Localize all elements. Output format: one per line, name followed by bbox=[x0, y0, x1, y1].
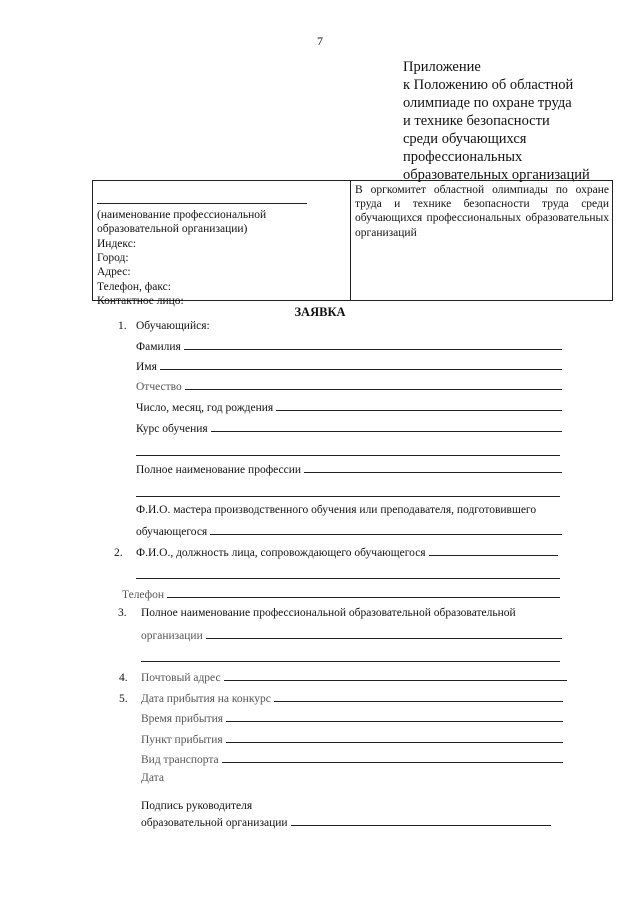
org-name-line[interactable] bbox=[97, 203, 307, 204]
patronymic-row[interactable] bbox=[136, 378, 562, 393]
arrival-time-field[interactable] bbox=[226, 721, 563, 722]
signature-field[interactable] bbox=[291, 825, 551, 826]
signature-row[interactable] bbox=[141, 814, 551, 829]
master-label: Ф.И.О. мастера производственного обучения или преподавателя, подготовившего bbox=[136, 504, 537, 516]
org-fullname-label-cont: организации bbox=[141, 630, 203, 642]
surname-field[interactable] bbox=[184, 349, 562, 350]
recipient-cell: В оргкомитет областной олимпиады по охране труда и технике безопасности труда среди обучающихся профессиональных образовательных организаций bbox=[355, 184, 609, 239]
escort-extra-line[interactable] bbox=[136, 578, 560, 579]
section2-number: 2. bbox=[114, 547, 123, 559]
appendix-line: к Положению об областной bbox=[403, 77, 574, 93]
signature-label-cont: образовательной организации bbox=[141, 817, 288, 829]
org-caption: (наименование профессиональной образовательной организации) bbox=[97, 209, 267, 236]
profession-field[interactable] bbox=[304, 472, 562, 473]
column-divider bbox=[350, 181, 351, 300]
birthdate-row[interactable] bbox=[136, 399, 562, 414]
course-field[interactable] bbox=[211, 431, 562, 432]
surname-label: Фамилия bbox=[136, 341, 181, 353]
section1-number: 1. bbox=[118, 320, 127, 332]
org-fullname-row[interactable] bbox=[141, 627, 562, 642]
arrival-point-field[interactable] bbox=[226, 742, 563, 743]
transport-field[interactable] bbox=[222, 762, 563, 763]
patronymic-label: Отчество bbox=[136, 381, 182, 393]
postal-field[interactable] bbox=[224, 680, 567, 681]
appendix-line: профессиональных bbox=[403, 149, 523, 165]
escort-phone-row[interactable] bbox=[122, 586, 560, 601]
profession-label: Полное наименование профессии bbox=[136, 464, 302, 476]
birthdate-field[interactable] bbox=[276, 410, 562, 411]
field-city: Город: bbox=[97, 252, 129, 265]
arrival-date-label: Дата прибытия на конкурс bbox=[141, 693, 271, 705]
escort-field[interactable] bbox=[429, 555, 558, 556]
patronymic-field[interactable] bbox=[185, 389, 562, 390]
section4-number: 4. bbox=[119, 672, 128, 684]
master-row[interactable] bbox=[136, 523, 562, 538]
name-label: Имя bbox=[136, 361, 157, 373]
appendix-line: олимпиаде по охране труда bbox=[403, 95, 572, 111]
date-label: Дата bbox=[141, 772, 164, 784]
course-extra-line[interactable] bbox=[136, 455, 560, 456]
transport-row[interactable] bbox=[141, 751, 563, 766]
postal-row[interactable] bbox=[119, 669, 567, 684]
form-title: ЗАЯВКА bbox=[294, 305, 346, 319]
escort-phone-label: Телефон bbox=[122, 589, 165, 601]
course-row[interactable] bbox=[136, 420, 562, 435]
section5-number: 5. bbox=[119, 693, 128, 705]
section3-number: 3. bbox=[118, 607, 127, 619]
master-label-cont: обучающегося bbox=[136, 526, 208, 538]
appendix-line: образовательных организаций bbox=[403, 167, 590, 183]
escort-label: Ф.И.О., должность лица, сопровождающего обучающегося bbox=[136, 547, 426, 559]
profession-row[interactable] bbox=[136, 461, 562, 476]
signature-label: Подпись руководителя bbox=[141, 800, 253, 812]
course-label: Курс обучения bbox=[136, 423, 208, 435]
sender-fields bbox=[97, 237, 347, 308]
arrival-time-row[interactable] bbox=[141, 710, 563, 725]
appendix-line: и технике безопасности bbox=[403, 113, 550, 129]
arrival-date-field[interactable] bbox=[274, 701, 563, 702]
appendix-line: Приложение bbox=[403, 59, 481, 75]
escort-phone-field[interactable] bbox=[167, 597, 560, 598]
appendix-note bbox=[403, 58, 633, 184]
name-field[interactable] bbox=[160, 369, 562, 370]
birthdate-label: Число, месяц, год рождения bbox=[136, 402, 274, 414]
org-fullname-label: Полное наименование профессиональной образовательной образовательной bbox=[141, 607, 516, 619]
field-phone-fax: Телефон, факс: bbox=[97, 280, 171, 293]
name-row[interactable] bbox=[136, 358, 562, 373]
org-fullname-field[interactable] bbox=[206, 638, 562, 639]
escort-row[interactable] bbox=[114, 544, 558, 559]
field-contact: Контактное лицо: bbox=[97, 294, 184, 307]
field-address: Адрес: bbox=[97, 266, 131, 279]
header-table bbox=[92, 180, 613, 307]
surname-row[interactable] bbox=[136, 338, 562, 353]
arrival-point-label: Пункт прибытия bbox=[141, 734, 223, 746]
arrival-time-label: Время прибытия bbox=[141, 713, 224, 725]
arrival-point-row[interactable] bbox=[141, 731, 563, 746]
profession-extra-line[interactable] bbox=[136, 496, 560, 497]
appendix-line: среди обучающихся bbox=[403, 131, 527, 147]
field-index: Индекс: bbox=[97, 238, 137, 250]
page-number: 7 bbox=[317, 34, 323, 48]
org-fullname-extra-line[interactable] bbox=[141, 661, 560, 662]
postal-label: Почтовый адрес bbox=[141, 672, 221, 684]
section1-title: Обучающийся: bbox=[136, 320, 210, 332]
arrival-date-row[interactable] bbox=[119, 690, 563, 705]
transport-label: Вид транспорта bbox=[141, 754, 219, 766]
master-field[interactable] bbox=[210, 534, 562, 535]
